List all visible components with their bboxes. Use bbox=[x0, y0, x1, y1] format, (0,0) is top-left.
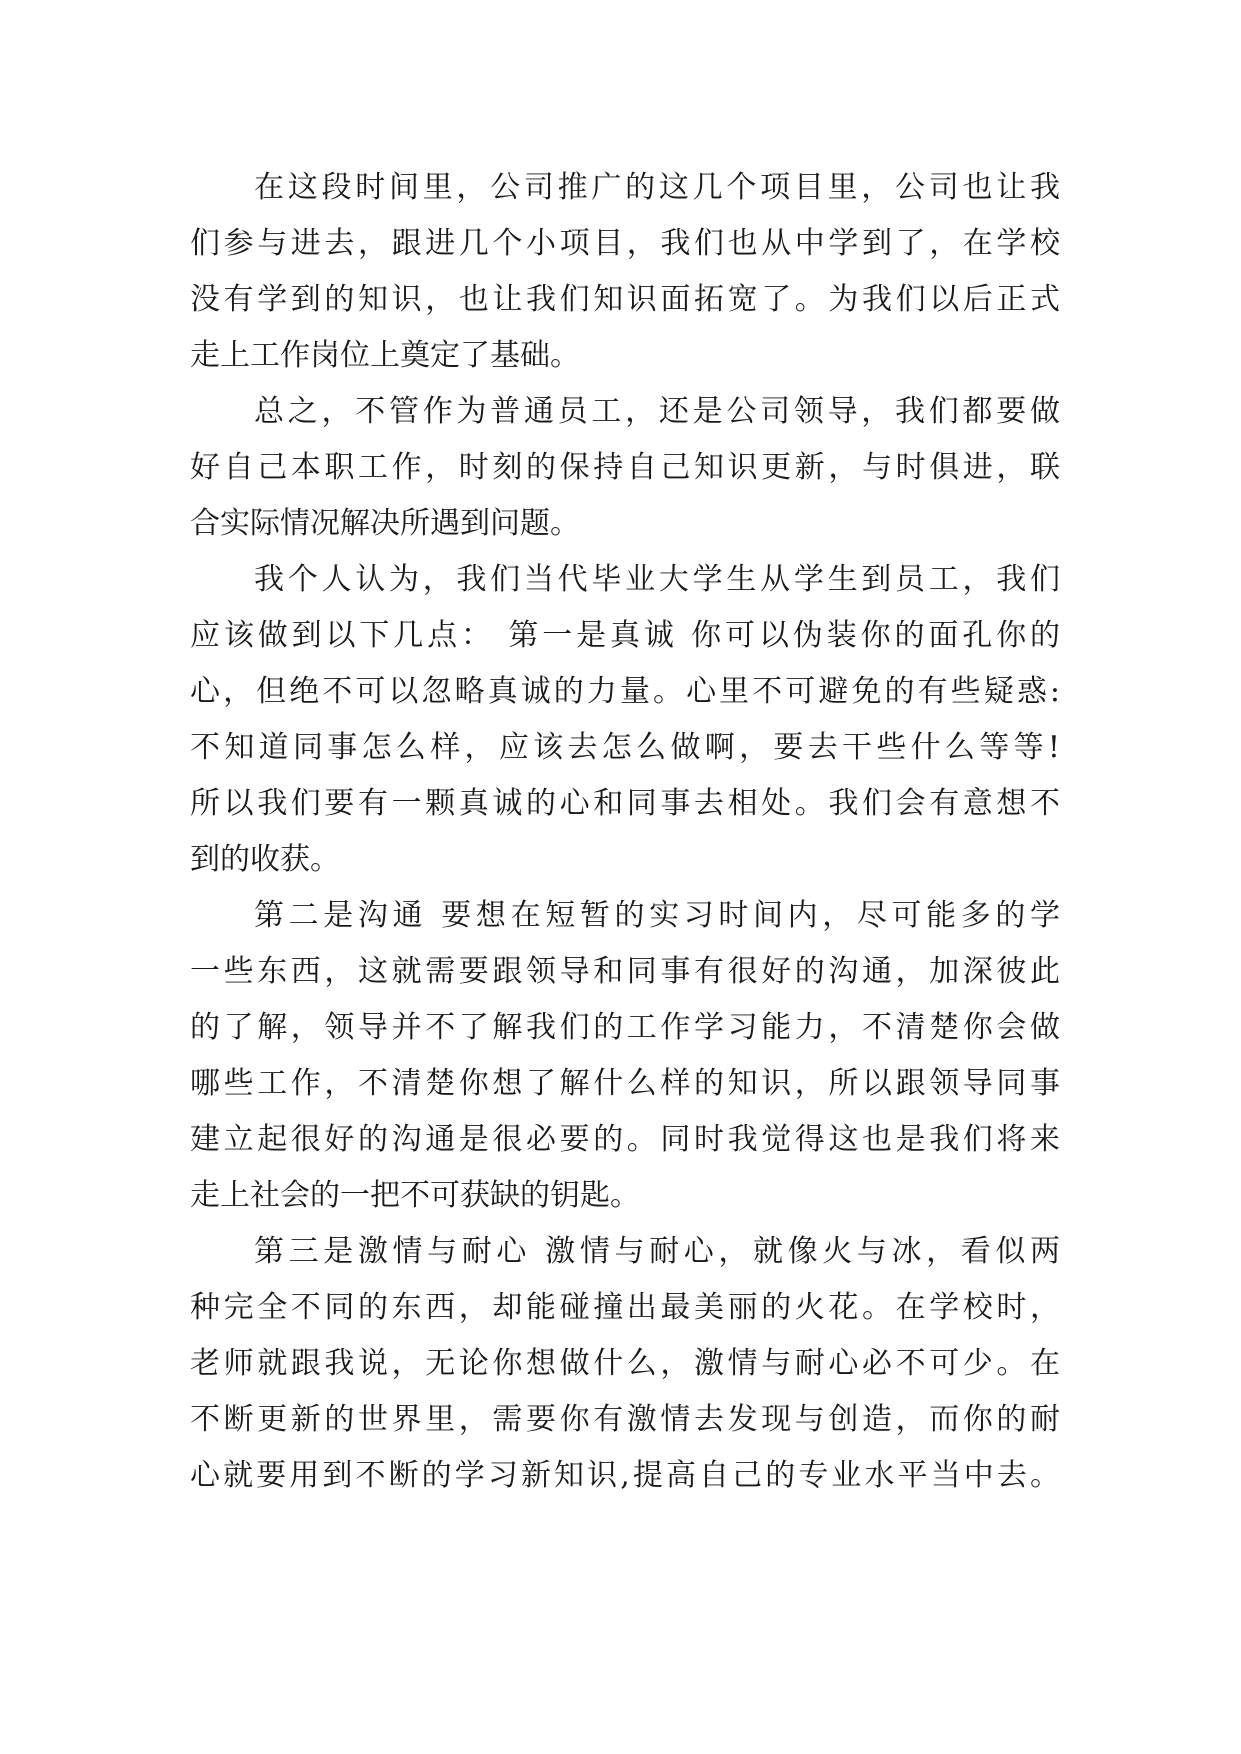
text-line: 一些东西，这就需要跟领导和同事有很好的沟通，加深彼此 bbox=[190, 954, 1060, 989]
text-line: 到的收获。 bbox=[190, 842, 340, 877]
text-line: 没有学到的知识，也让我们知识面拓宽了。为我们以后正式 bbox=[190, 282, 1060, 317]
text-line: 在这段时间里，公司推广的这几个项目里，公司也让我 bbox=[254, 170, 1060, 205]
text-line: 好自己本职工作，时刻的保持自己知识更新，与时俱进，联 bbox=[190, 450, 1060, 485]
paragraph bbox=[190, 888, 1060, 1224]
text-line: 不知道同事怎么样，应该去怎么做啊，要去干些什么等等! bbox=[190, 730, 1060, 765]
text-line: 总之，不管作为普通员工，还是公司领导，我们都要做 bbox=[254, 394, 1060, 429]
paragraph bbox=[190, 160, 1060, 384]
paragraph bbox=[190, 552, 1060, 888]
paragraph bbox=[190, 384, 1060, 552]
text-line: 心，但绝不可以忽略真诚的力量。心里不可避免的有些疑惑: bbox=[190, 674, 1060, 709]
text-line: 种完全不同的东西，却能碰撞出最美丽的火花。在学校时， bbox=[190, 1290, 1060, 1325]
text-line: 我个人认为，我们当代毕业大学生从学生到员工，我们 bbox=[254, 562, 1060, 597]
text-line: 老师就跟我说，无论你想做什么，激情与耐心必不可少。在 bbox=[190, 1346, 1060, 1381]
text-line: 合实际情况解决所遇到问题。 bbox=[190, 506, 580, 541]
text-line: 不断更新的世界里，需要你有激情去发现与创造，而你的耐 bbox=[190, 1402, 1060, 1437]
paragraph bbox=[190, 1224, 1060, 1504]
text-line: 第三是激情与耐心 激情与耐心，就像火与冰，看似两 bbox=[254, 1234, 1060, 1269]
text-line: 应该做到以下几点： 第一是真诚 你可以伪装你的面孔你的 bbox=[190, 618, 1060, 653]
body-text bbox=[190, 160, 1060, 1504]
text-line: 的了解，领导并不了解我们的工作学习能力，不清楚你会做 bbox=[190, 1010, 1060, 1045]
text-line: 第二是沟通 要想在短暂的实习时间内，尽可能多的学 bbox=[254, 898, 1060, 933]
text-line: 走上社会的一把不可获缺的钥匙。 bbox=[190, 1178, 640, 1213]
text-line: 走上工作岗位上奠定了基础。 bbox=[190, 338, 580, 373]
text-line: 们参与进去，跟进几个小项目，我们也从中学到了，在学校 bbox=[190, 226, 1060, 261]
text-line: 所以我们要有一颗真诚的心和同事去相处。我们会有意想不 bbox=[190, 786, 1060, 821]
text-line: 心就要用到不断的学习新知识,提高自己的专业水平当中去。 bbox=[190, 1458, 1060, 1493]
text-line: 建立起很好的沟通是很必要的。同时我觉得这也是我们将来 bbox=[190, 1122, 1060, 1157]
text-line: 哪些工作，不清楚你想了解什么样的知识，所以跟领导同事 bbox=[190, 1066, 1060, 1101]
